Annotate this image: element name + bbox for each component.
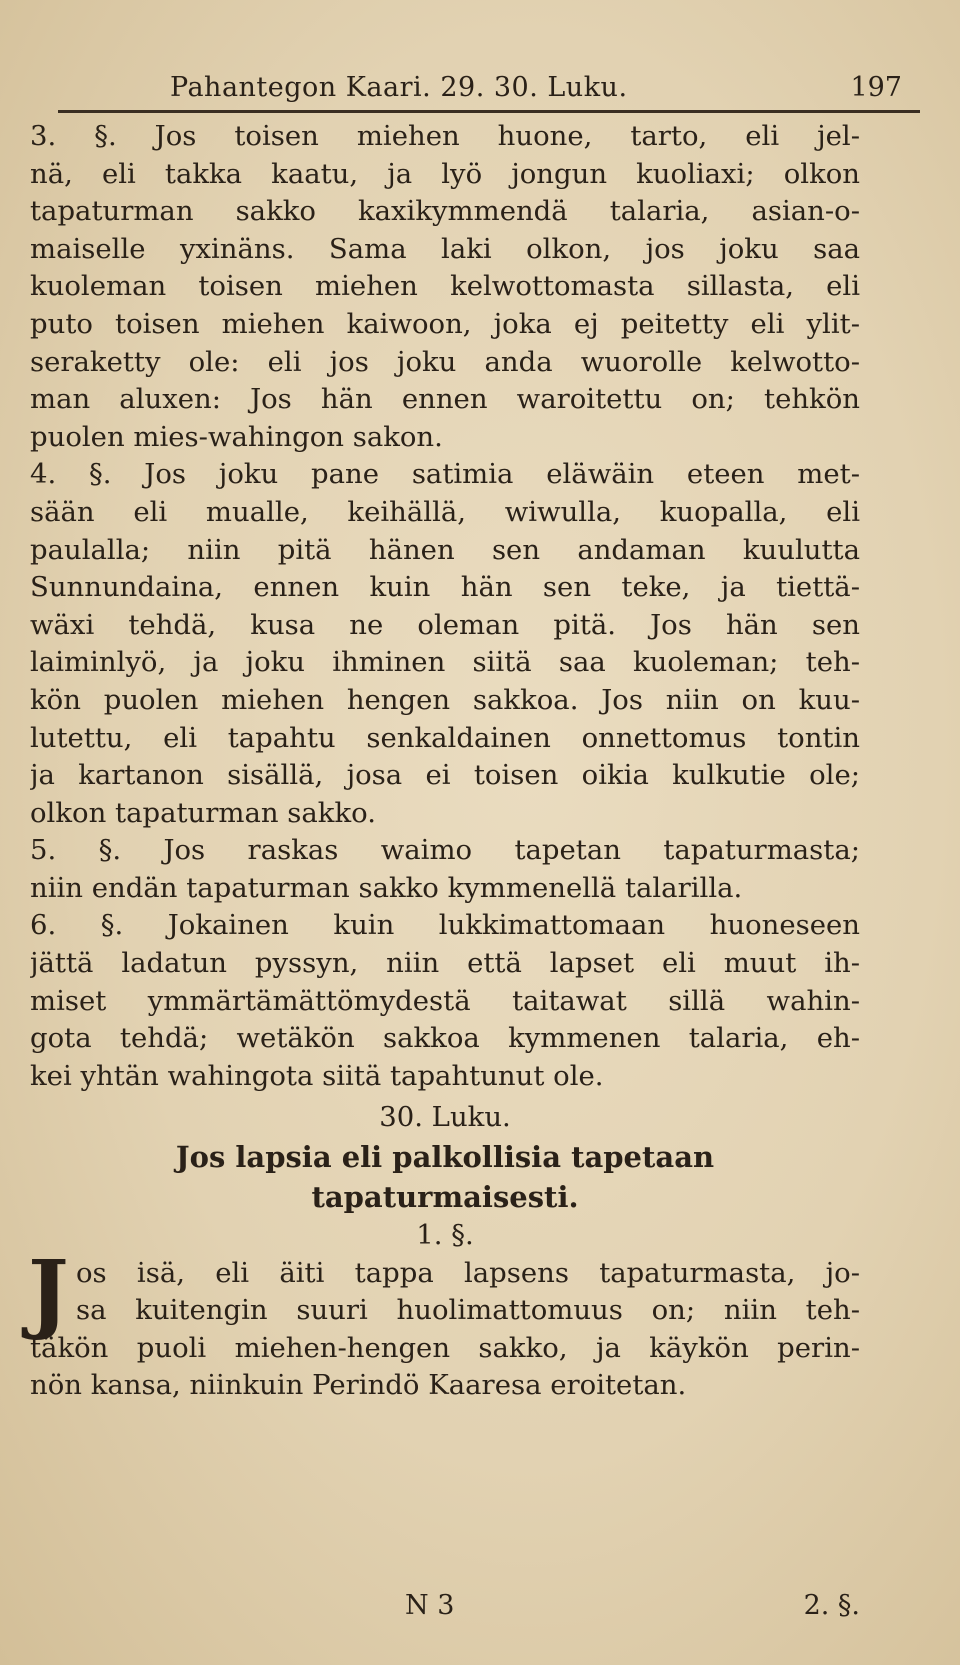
chapter-title: Jos lapsia eli palkollisia tapetaan — [175, 1140, 715, 1175]
page-footer — [30, 1590, 860, 1630]
section-30-1 — [28, 1241, 860, 1405]
text-line: puto toisen miehen kaiwoon, joka ej peitetty eli ylit- — [30, 307, 860, 340]
section-5 — [30, 832, 860, 907]
text-line: maiselle yxinäns. Sama laki olkon, jos joku saa — [30, 232, 860, 265]
text-line: Sunnundaina, ennen kuin hän sen teke, ja tiettä- — [30, 571, 860, 604]
text-line: man aluxen: Jos hän ennen waroitettu on; tehkön — [30, 383, 860, 416]
text-line: olkon tapaturman sakko. — [30, 796, 376, 829]
text-line: lutettu, eli tapahtu senkaldainen onnettomus tontin — [30, 721, 860, 754]
text-line: kei yhtän wahingota siitä tapahtunut ole. — [30, 1059, 604, 1092]
text-line: kuoleman toisen miehen kelwottomasta sillasta, eli — [30, 270, 860, 303]
section-marker: 1. §. — [416, 1219, 474, 1252]
text-line: nä, eli takka kaatu, ja lyö jongun kuoliaxi; olkon — [30, 157, 860, 190]
signature-mark: N 3 — [405, 1590, 455, 1621]
text-line: kön puolen miehen hengen sakkoa. Jos niin on kuu- — [30, 683, 860, 716]
text-line: niin endän tapaturman sakko kymmenellä talarilla. — [30, 871, 743, 904]
text-line: ja kartanon sisällä, josa ei toisen oikia kulkutie ole; — [30, 759, 860, 792]
text-line: laiminlyö, ja joku ihminen siitä saa kuoleman; teh- — [30, 646, 860, 679]
text-line: täkön puoli miehen-hengen sakko, ja käykön perin- — [30, 1331, 860, 1364]
text-line: puolen mies-wahingon sakon. — [30, 420, 443, 453]
text-line: tapaturman sakko kaxikymmendä talaria, asian-o- — [30, 195, 860, 228]
text-line: nön kansa, niinkuin Perindö Kaaresa eroitetan. — [30, 1369, 687, 1402]
catchword: 2. §. — [803, 1590, 860, 1621]
text-line: paulalla; niin pitä hänen sen andaman kuulutta — [30, 533, 860, 566]
page-header — [60, 72, 920, 112]
text-line: 5. §. Jos raskas waimo tapetan tapaturmasta; — [30, 834, 860, 867]
drop-cap: J — [28, 1241, 69, 1343]
text-line: 6. §. Jokainen kuin lukkimattomaan huoneseen — [30, 909, 860, 942]
page-body — [30, 118, 860, 1405]
section-4 — [30, 456, 860, 832]
section-3 — [30, 118, 860, 456]
text-line: wäxi tehdä, kusa ne oleman pitä. Jos hän sen — [30, 608, 860, 641]
page-number: 197 — [850, 72, 902, 103]
text-line: os isä, eli äiti tappa lapsens tapaturmasta, jo- — [76, 1256, 860, 1289]
chapter-heading: 30. Luku. — [379, 1101, 511, 1134]
text-line: miset ymmärtämättömydestä taitawat sillä wahin- — [30, 984, 860, 1017]
text-line: gota tehdä; wetäkön sakkoa kymmenen talaria, eh- — [30, 1022, 860, 1055]
text-line: sa kuitengin suuri huolimattomuus on; niin teh- — [76, 1294, 860, 1327]
header-rule — [58, 110, 920, 113]
text-line: 4. §. Jos joku pane satimia eläwäin eteen met- — [30, 458, 860, 491]
chapter-title: tapaturmaisesti. — [311, 1180, 579, 1215]
section-6 — [30, 907, 860, 1095]
text-line: seraketty ole: eli jos joku anda wuorolle kelwotto- — [30, 345, 860, 378]
running-head: Pahantegon Kaari. 29. 30. Luku. — [170, 72, 628, 103]
chapter-30 — [30, 1099, 860, 1254]
text-line: jättä ladatun pyssyn, niin että lapset eli muut ih- — [30, 947, 860, 980]
text-line: 3. §. Jos toisen miehen huone, tarto, eli jel- — [30, 120, 860, 152]
text-line: sään eli mualle, keihällä, wiwulla, kuopalla, eli — [30, 495, 860, 528]
